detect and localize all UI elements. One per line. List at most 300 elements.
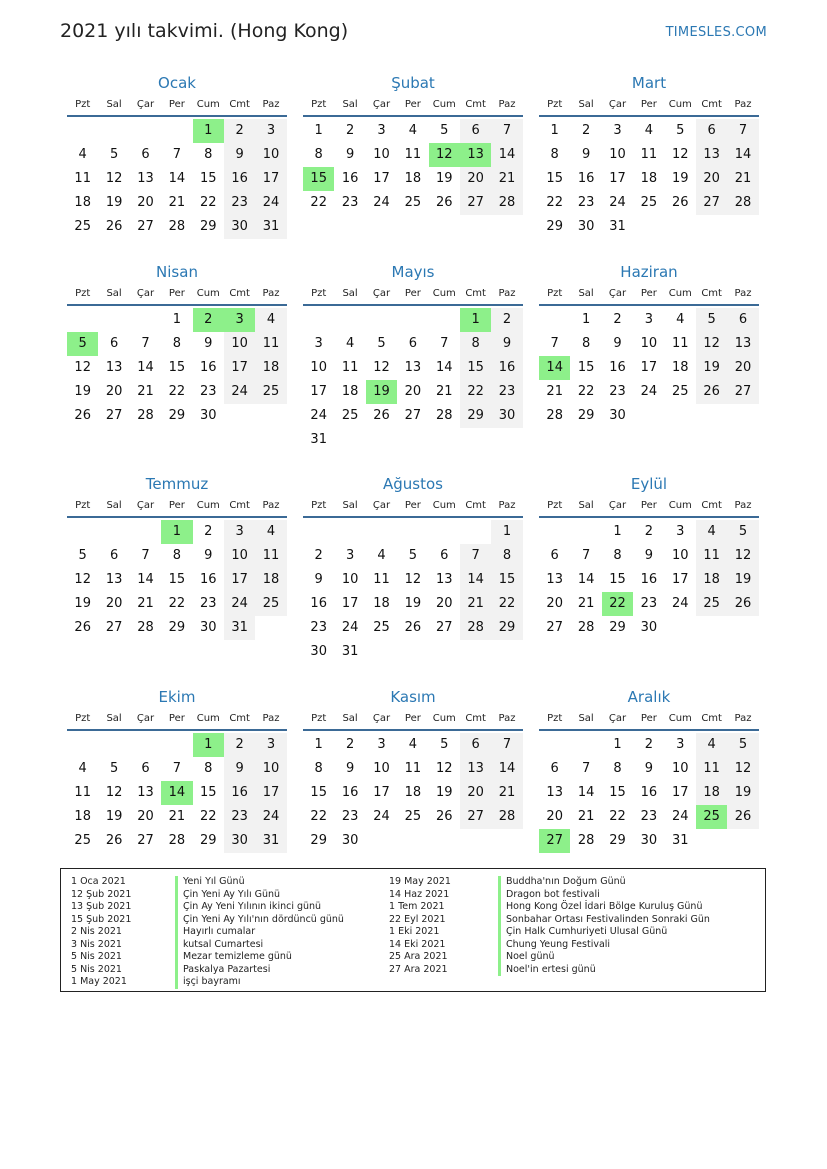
day-cell: 18: [255, 356, 286, 380]
day-cell: 27: [460, 805, 491, 829]
month-8: [303, 473, 523, 664]
day-cell: 9: [224, 143, 255, 167]
day-cell: 7: [460, 544, 491, 568]
day-cell: 6: [109, 336, 119, 351]
holiday-day-cell: 14: [161, 781, 192, 805]
day-cell: 31: [341, 644, 359, 659]
day-cell: 2: [204, 524, 213, 539]
day-cell: 21: [460, 592, 491, 616]
day-cell: 16: [224, 781, 255, 805]
empty-cell: [67, 119, 98, 143]
day-cell: 7: [172, 147, 181, 162]
day-cell: 11: [640, 147, 658, 162]
month-name: Eylül: [630, 475, 668, 493]
day-cell: 14: [577, 572, 595, 587]
day-cell: 24: [224, 592, 255, 616]
weekday-label: Sal: [578, 288, 594, 299]
weekday-header: [303, 708, 523, 731]
weekday-label: Paz: [734, 288, 752, 299]
day-cell: 17: [640, 360, 658, 375]
day-cell: 25: [74, 833, 91, 848]
holiday-name: Noel'in ertesi günü: [498, 964, 596, 977]
weekday-label: Çar: [608, 500, 627, 511]
day-cell: 4: [255, 520, 286, 544]
day-cell: 6: [550, 548, 559, 563]
day-cell: 5: [109, 147, 119, 162]
empty-cell: [130, 520, 161, 544]
day-cell: 11: [74, 785, 91, 800]
month-3: [539, 72, 759, 239]
day-cell: 30: [640, 620, 658, 635]
day-cell: 5: [377, 336, 386, 351]
weekday-label: Çar: [372, 713, 391, 724]
day-cell: 28: [137, 408, 154, 423]
holiday-day-cell: 25: [696, 805, 727, 829]
day-cell: 9: [491, 332, 522, 356]
day-cell: 14: [435, 360, 453, 375]
day-cell: 31: [609, 219, 626, 234]
holiday-day-cell: 1: [161, 520, 192, 544]
day-cell: 23: [341, 809, 359, 824]
weekday-header: [539, 708, 759, 731]
weekday-header: [67, 495, 287, 518]
holiday-date: 14 Eki 2021: [389, 938, 446, 950]
day-cell: 4: [676, 312, 685, 327]
weekday-label: Cmt: [701, 99, 722, 110]
day-cell: 26: [105, 833, 123, 848]
day-cell: 2: [345, 737, 355, 752]
day-cell: 12: [696, 332, 727, 356]
day-cell: 25: [255, 592, 286, 616]
empty-cell: [397, 520, 428, 544]
weekday-header: [67, 94, 287, 117]
day-grid: [67, 308, 287, 428]
holiday-day-cell: 1: [460, 308, 491, 332]
day-cell: 2: [224, 119, 255, 143]
day-cell: 28: [168, 833, 186, 848]
day-cell: 7: [141, 548, 150, 563]
day-cell: 26: [435, 809, 453, 824]
holiday-date: 25 Ara 2021: [389, 951, 448, 962]
day-cell: 12: [74, 360, 91, 375]
day-cell: 1: [581, 312, 591, 327]
day-cell: 17: [671, 785, 689, 800]
weekday-label: Cum: [196, 713, 220, 724]
weekday-label: Cmt: [465, 713, 486, 724]
day-grid: [67, 119, 287, 239]
day-cell: 13: [546, 785, 563, 800]
day-cell: 7: [440, 336, 449, 351]
day-cell: 4: [696, 733, 727, 757]
day-cell: 7: [491, 119, 522, 143]
empty-cell: [67, 520, 98, 544]
day-cell: 5: [696, 308, 727, 332]
day-cell: 5: [78, 548, 87, 563]
day-cell: 18: [404, 785, 422, 800]
holiday-date: 1 May 2021: [71, 976, 127, 987]
day-cell: 22: [491, 592, 522, 616]
day-cell: 24: [341, 620, 359, 635]
day-cell: 25: [696, 592, 727, 616]
day-cell: 24: [310, 408, 327, 423]
day-cell: 15: [609, 785, 626, 800]
day-cell: 23: [310, 620, 327, 635]
empty-cell: [570, 733, 601, 757]
holiday-name: Çin Ay Yeni Yılının ikinci günü: [175, 901, 321, 914]
day-cell: 26: [74, 408, 91, 423]
day-cell: 11: [696, 757, 727, 781]
month-12: [539, 686, 759, 853]
day-cell: 14: [137, 572, 154, 587]
day-cell: 19: [696, 356, 727, 380]
day-cell: 2: [613, 312, 622, 327]
day-cell: 3: [676, 737, 685, 752]
day-cell: 14: [491, 143, 522, 167]
day-cell: 23: [199, 596, 217, 611]
day-cell: 2: [644, 737, 653, 752]
day-cell: 3: [613, 123, 622, 138]
holiday-date: 15 Şub 2021: [71, 913, 132, 925]
day-cell: 18: [341, 384, 359, 399]
day-cell: 23: [224, 805, 255, 829]
day-cell: 29: [310, 833, 327, 848]
day-cell: 4: [345, 336, 355, 351]
month-11: [303, 686, 523, 853]
day-cell: 30: [310, 644, 327, 659]
day-cell: 22: [460, 380, 491, 404]
day-cell: 30: [199, 408, 217, 423]
day-cell: 25: [404, 809, 422, 824]
day-cell: 14: [460, 568, 491, 592]
holiday-day-cell: 22: [602, 592, 633, 616]
weekday-label: Cum: [432, 99, 456, 110]
day-cell: 15: [491, 568, 522, 592]
weekday-header: [303, 283, 523, 306]
weekday-header: [303, 94, 523, 117]
weekday-label: Cum: [668, 713, 692, 724]
empty-cell: [67, 308, 98, 332]
day-cell: 10: [224, 332, 255, 356]
weekday-label: Per: [404, 288, 421, 299]
day-cell: 29: [609, 620, 626, 635]
day-cell: 19: [74, 596, 91, 611]
weekday-label: Sal: [578, 99, 594, 110]
day-cell: 18: [74, 195, 91, 210]
empty-cell: [161, 733, 192, 757]
day-cell: 20: [696, 167, 727, 191]
month-name: Haziran: [620, 263, 678, 281]
weekday-label: Per: [404, 99, 421, 110]
day-cell: 24: [255, 191, 286, 215]
day-cell: 29: [199, 219, 217, 234]
day-cell: 6: [141, 761, 150, 776]
empty-cell: [366, 520, 397, 544]
day-cell: 29: [168, 620, 186, 635]
day-cell: 7: [550, 336, 559, 351]
day-cell: 19: [727, 568, 758, 592]
day-cell: 5: [727, 520, 758, 544]
day-cell: 28: [491, 805, 522, 829]
day-cell: 10: [373, 147, 390, 162]
day-cell: 1: [613, 524, 622, 539]
month-7: [67, 473, 287, 640]
day-cell: 22: [609, 809, 626, 824]
brand-link[interactable]: TIMESLES.COM: [665, 25, 767, 40]
holiday-date: 2 Nis 2021: [71, 926, 122, 937]
day-cell: 8: [314, 761, 323, 776]
day-cell: 10: [255, 757, 286, 781]
day-cell: 18: [373, 596, 390, 611]
day-cell: 2: [314, 548, 323, 563]
day-cell: 30: [341, 833, 359, 848]
day-cell: 3: [224, 520, 255, 544]
day-cell: 9: [314, 572, 323, 587]
day-cell: 1: [613, 737, 622, 752]
day-cell: 12: [435, 761, 453, 776]
page-title: 2021 yılı takvimi. (Hong Kong): [60, 20, 349, 42]
day-cell: 7: [172, 761, 181, 776]
day-cell: 24: [224, 380, 255, 404]
day-cell: 28: [168, 219, 186, 234]
day-cell: 5: [408, 548, 417, 563]
day-cell: 18: [255, 568, 286, 592]
day-cell: 27: [460, 191, 491, 215]
empty-cell: [130, 308, 161, 332]
day-cell: 8: [204, 147, 213, 162]
weekday-label: Cmt: [229, 500, 250, 511]
day-cell: 23: [199, 384, 217, 399]
day-cell: 21: [137, 384, 154, 399]
weekday-label: Sal: [578, 713, 594, 724]
weekday-label: Per: [404, 713, 421, 724]
holiday-date: 12 Şub 2021: [71, 888, 132, 900]
day-cell: 6: [460, 733, 491, 757]
day-cell: 20: [460, 781, 491, 805]
day-cell: 13: [105, 572, 123, 587]
day-grid: [539, 119, 759, 239]
day-cell: 17: [671, 572, 689, 587]
day-cell: 10: [373, 761, 390, 776]
weekday-label: Cmt: [465, 99, 486, 110]
weekday-label: Pzt: [311, 713, 327, 724]
day-cell: 7: [581, 548, 591, 563]
day-cell: 16: [199, 360, 217, 375]
day-cell: 27: [546, 620, 563, 635]
holiday-list: [60, 868, 766, 992]
day-cell: 4: [255, 308, 286, 332]
day-cell: 26: [404, 620, 422, 635]
day-cell: 24: [671, 809, 689, 824]
weekday-header: [67, 708, 287, 731]
day-cell: 24: [255, 805, 286, 829]
holiday-date: 19 May 2021: [389, 876, 451, 887]
day-cell: 25: [640, 195, 658, 210]
day-cell: 22: [199, 809, 217, 824]
day-cell: 5: [727, 733, 758, 757]
holiday-name: Hayırlı cumalar: [175, 926, 255, 939]
day-cell: 6: [550, 761, 559, 776]
day-cell: 29: [168, 408, 186, 423]
weekday-label: Cum: [668, 500, 692, 511]
weekday-label: Pzt: [547, 99, 563, 110]
day-cell: 25: [74, 219, 91, 234]
empty-cell: [539, 733, 570, 757]
holiday-day-cell: 2: [193, 308, 224, 332]
day-cell: 15: [310, 785, 327, 800]
day-cell: 17: [255, 781, 286, 805]
day-cell: 8: [172, 548, 181, 563]
weekday-label: Çar: [372, 500, 391, 511]
day-cell: 6: [696, 119, 727, 143]
day-cell: 29: [460, 404, 491, 428]
day-cell: 10: [224, 544, 255, 568]
weekday-label: Per: [404, 500, 421, 511]
day-cell: 3: [377, 737, 386, 752]
weekday-label: Cum: [432, 288, 456, 299]
day-cell: 25: [255, 380, 286, 404]
weekday-label: Cmt: [229, 713, 250, 724]
empty-cell: [539, 520, 570, 544]
day-cell: 12: [105, 785, 123, 800]
weekday-label: Cmt: [701, 288, 722, 299]
day-cell: 19: [105, 809, 123, 824]
weekday-label: Per: [168, 713, 185, 724]
holiday-date: 5 Nis 2021: [71, 951, 122, 962]
day-cell: 25: [373, 620, 390, 635]
day-cell: 27: [727, 380, 758, 404]
day-cell: 4: [377, 548, 386, 563]
day-cell: 3: [255, 119, 286, 143]
day-cell: 15: [546, 171, 563, 186]
day-cell: 7: [491, 733, 522, 757]
day-cell: 11: [404, 147, 422, 162]
day-cell: 26: [727, 805, 758, 829]
holiday-date: 1 Oca 2021: [71, 876, 126, 887]
day-cell: 8: [172, 336, 181, 351]
day-cell: 30: [199, 620, 217, 635]
day-cell: 28: [546, 408, 563, 423]
empty-cell: [130, 733, 161, 757]
day-cell: 22: [199, 195, 217, 210]
weekday-label: Çar: [136, 288, 155, 299]
day-cell: 14: [168, 171, 186, 186]
weekday-label: Çar: [372, 99, 391, 110]
day-cell: 24: [671, 596, 689, 611]
day-cell: 10: [341, 572, 359, 587]
empty-cell: [334, 520, 365, 544]
day-cell: 29: [546, 219, 563, 234]
day-cell: 23: [341, 195, 359, 210]
weekday-label: Pzt: [75, 99, 91, 110]
empty-cell: [130, 119, 161, 143]
weekday-label: Çar: [136, 713, 155, 724]
empty-cell: [397, 308, 428, 332]
day-cell: 17: [373, 171, 390, 186]
day-cell: 31: [224, 616, 255, 640]
day-cell: 10: [640, 336, 658, 351]
day-cell: 17: [255, 167, 286, 191]
day-cell: 15: [168, 360, 186, 375]
weekday-label: Paz: [498, 288, 516, 299]
day-cell: 31: [255, 215, 286, 239]
day-cell: 18: [640, 171, 658, 186]
day-cell: 3: [676, 524, 685, 539]
day-cell: 15: [460, 356, 491, 380]
day-cell: 11: [373, 572, 390, 587]
weekday-label: Sal: [106, 99, 122, 110]
day-cell: 20: [105, 384, 123, 399]
day-cell: 12: [727, 757, 758, 781]
day-cell: 20: [137, 809, 154, 824]
day-cell: 16: [341, 785, 359, 800]
day-cell: 4: [78, 147, 87, 162]
weekday-label: Cmt: [701, 713, 722, 724]
day-cell: 13: [546, 572, 563, 587]
holiday-name: Çin Yeni Ay Yılı'nın dördüncü günü: [175, 914, 344, 927]
day-cell: 20: [105, 596, 123, 611]
day-cell: 13: [137, 785, 154, 800]
day-cell: 9: [644, 548, 653, 563]
holiday-date: 27 Ara 2021: [389, 963, 448, 975]
day-cell: 25: [341, 408, 359, 423]
empty-cell: [161, 119, 192, 143]
holiday-name: Yeni Yıl Günü: [175, 876, 245, 889]
day-cell: 23: [224, 191, 255, 215]
day-cell: 10: [609, 147, 626, 162]
day-grid: [539, 520, 759, 640]
day-cell: 21: [577, 809, 595, 824]
day-cell: 20: [546, 809, 563, 824]
day-cell: 19: [404, 596, 422, 611]
day-cell: 6: [141, 147, 150, 162]
weekday-label: Çar: [136, 500, 155, 511]
holiday-day-cell: 15: [303, 167, 334, 191]
weekday-label: Pzt: [75, 288, 91, 299]
day-cell: 19: [435, 785, 453, 800]
day-cell: 29: [609, 833, 626, 848]
day-cell: 16: [199, 572, 217, 587]
day-cell: 16: [341, 171, 359, 186]
weekday-label: Cmt: [229, 288, 250, 299]
day-cell: 9: [581, 147, 591, 162]
day-cell: 9: [345, 147, 355, 162]
day-cell: 8: [550, 147, 559, 162]
empty-cell: [429, 520, 460, 544]
day-cell: 14: [137, 360, 154, 375]
day-cell: 17: [224, 568, 255, 592]
weekday-label: Cum: [432, 713, 456, 724]
day-cell: 23: [577, 195, 595, 210]
day-cell: 28: [137, 620, 154, 635]
weekday-header: [303, 495, 523, 518]
holiday-name: Çin Yeni Ay Yılı Günü: [175, 889, 280, 902]
month-4: [67, 261, 287, 428]
day-cell: 31: [255, 829, 286, 853]
day-cell: 6: [727, 308, 758, 332]
month-name: Mayıs: [391, 263, 435, 281]
day-cell: 29: [491, 616, 522, 640]
day-cell: 27: [137, 833, 154, 848]
weekday-label: Pzt: [311, 99, 327, 110]
day-cell: 17: [341, 596, 359, 611]
day-grid: [303, 733, 523, 853]
day-cell: 16: [609, 360, 626, 375]
day-cell: 8: [204, 761, 213, 776]
day-cell: 11: [255, 332, 286, 356]
day-cell: 26: [727, 592, 758, 616]
day-cell: 12: [404, 572, 422, 587]
day-cell: 25: [404, 195, 422, 210]
